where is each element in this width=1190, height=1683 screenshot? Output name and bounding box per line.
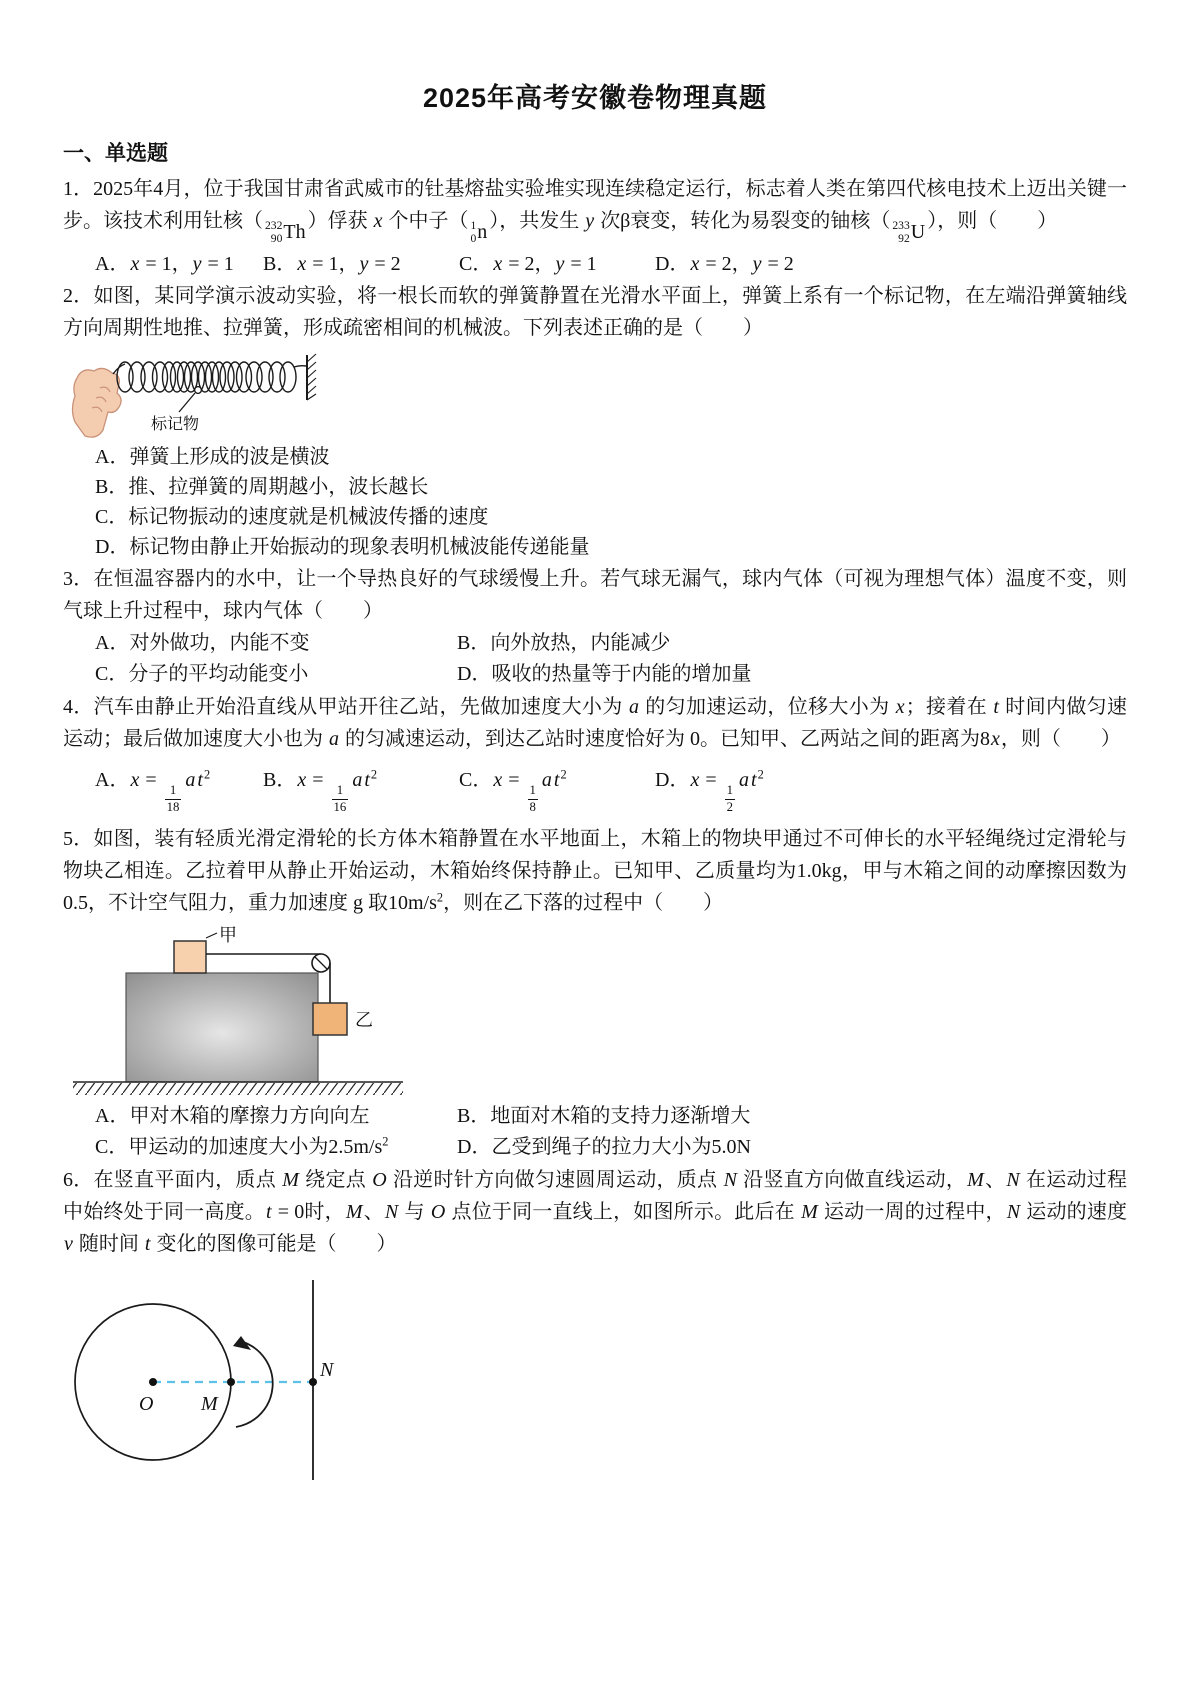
option-text	[129, 536, 589, 558]
text-segment: = 0时，	[272, 1200, 345, 1223]
text-segment: N	[723, 1168, 737, 1191]
text-segment: ，则在乙下落的过程中（ ）	[443, 891, 724, 914]
text-segment: 吸收的热量等于内能的增加量	[491, 662, 752, 685]
block-jia-leader	[206, 933, 217, 938]
text-segment: = 1	[565, 252, 597, 275]
option-label: B．	[457, 631, 491, 654]
text-segment: ）俘获	[307, 210, 373, 232]
text-segment: 对外做功，内能不变	[129, 631, 310, 654]
page-title: 2025年高考安徽卷物理真题	[422, 83, 768, 113]
spring-coils	[113, 362, 306, 392]
option-text	[490, 632, 670, 654]
option-text	[129, 1105, 369, 1127]
text-segment: y	[555, 252, 565, 275]
text-segment: y	[359, 252, 369, 275]
figure-circular-motion	[63, 1272, 1127, 1487]
spring-right-end	[294, 366, 306, 367]
option-label: C．	[459, 252, 493, 275]
text-segment: ，则（ ）	[1000, 727, 1121, 750]
text-segment: =	[140, 768, 162, 791]
text-segment: =	[503, 768, 525, 791]
text-segment: =	[700, 768, 722, 791]
text-segment: 标记物由静止开始振动的现象表明机械波能传递能量	[129, 535, 590, 558]
text-segment: 2．如图，某同学演示波动实验，将一根长而软的弹簧静置在光滑水平面上，弹簧上系有一个标记物，在左端沿弹簧轴线方向周期性地推、拉弹簧，形成疏密相间的机械波。下列表述正确的是（ ）	[63, 284, 1127, 339]
center-dot-o	[149, 1378, 157, 1386]
option-label: D．	[457, 1135, 492, 1158]
option-label: A．	[95, 445, 130, 468]
nuclide-notation: 232 90 Th	[265, 219, 306, 245]
option-text	[296, 253, 400, 275]
text-segment: y	[192, 252, 202, 275]
text-segment: t	[197, 768, 203, 791]
text-segment: 的匀减速运动，到达乙站时速度恰好为 0。已知甲、乙两站之间的距离为8	[340, 727, 990, 750]
question-3-stem	[63, 563, 1127, 627]
ground-hatching	[73, 1083, 403, 1095]
marker-dot	[195, 387, 202, 394]
option-label: B．	[457, 1104, 491, 1127]
text-segment: 沿竖直方向做直线运动，	[737, 1168, 967, 1191]
option-2b	[95, 472, 1127, 502]
text-segment: 向外放热，内能减少	[490, 631, 671, 654]
option-text	[296, 767, 378, 814]
option-label: A．	[95, 631, 130, 654]
text-segment: 4．汽车由静止开始沿直线从甲站开往乙站，先做加速度大小为	[63, 695, 628, 718]
option-4d	[655, 764, 764, 816]
option-4c	[459, 764, 655, 816]
text-segment: t	[553, 768, 560, 791]
text-segment: 乙受到绳子的拉力大小为5.0N	[491, 1135, 751, 1158]
text-segment: 2	[382, 1133, 389, 1148]
question-5-options	[63, 1101, 1127, 1163]
text-segment: x	[895, 695, 905, 718]
question-2-stem	[63, 280, 1127, 344]
option-label: C．	[95, 662, 129, 685]
label-n: N	[320, 1358, 334, 1381]
text-segment: x	[297, 252, 307, 275]
option-text	[129, 253, 233, 275]
option-text	[491, 1136, 750, 1158]
text-segment: 个中子（	[383, 210, 469, 232]
text-segment: 甲对木箱的摩擦力方向向左	[129, 1104, 370, 1127]
option-label: C．	[459, 768, 493, 791]
option-text	[128, 1133, 389, 1158]
text-segment: 在运动过程中始终处于同一高度。	[63, 1168, 1128, 1223]
text-segment: ），则（ ）	[927, 210, 1058, 232]
text-segment: = 2，	[700, 252, 752, 275]
text-segment: =	[307, 768, 329, 791]
text-segment: M	[801, 1200, 818, 1223]
text-segment: 弹簧上形成的波是横波	[129, 445, 330, 468]
text-segment: N	[1006, 1200, 1021, 1223]
text-segment: x	[373, 210, 383, 232]
text-segment: t	[364, 768, 370, 791]
text-segment: a	[541, 768, 552, 791]
text-segment: a	[329, 727, 339, 750]
option-label: C．	[95, 505, 129, 528]
text-segment: 2	[203, 767, 211, 782]
option-5a	[95, 1101, 457, 1132]
option-3b	[457, 628, 1127, 659]
nuclide-notation: 233 92 U	[892, 219, 926, 245]
rotation-arrowhead	[233, 1336, 251, 1350]
text-segment: 随时间	[73, 1232, 144, 1255]
text-segment: 2	[370, 767, 378, 782]
option-4b	[263, 764, 459, 816]
option-5d	[457, 1132, 1127, 1163]
block-jia-label: 甲	[219, 924, 237, 945]
option-3c	[95, 659, 457, 690]
question-3-options	[63, 628, 1127, 690]
option-label: B．	[95, 475, 129, 498]
option-3d	[457, 659, 1127, 690]
fraction: $\frac{1}{18}$	[166, 782, 180, 814]
option-text	[490, 1105, 750, 1127]
option-1b	[263, 248, 459, 280]
block-yi-label: 乙	[355, 1009, 373, 1030]
crate-figure-svg	[69, 925, 409, 1097]
marker-label: 标记物	[151, 415, 200, 433]
option-label: D．	[95, 535, 130, 558]
text-segment: x	[297, 768, 307, 791]
text-segment: x	[690, 768, 700, 791]
text-segment: 标记物振动的速度就是机械波传播的速度	[128, 505, 489, 528]
question-6-stem	[63, 1164, 1127, 1260]
option-text	[128, 476, 428, 498]
text-segment: 2	[436, 889, 444, 904]
text-segment: x	[690, 252, 700, 275]
wall	[307, 354, 316, 400]
option-1d	[655, 248, 794, 280]
option-text	[129, 767, 211, 814]
text-segment: a	[739, 768, 750, 791]
block-jia	[174, 941, 206, 973]
text-segment: O	[430, 1200, 446, 1223]
spring-figure-svg	[67, 350, 342, 438]
text-segment: = 2	[762, 252, 794, 275]
text-segment: = 2，	[503, 252, 555, 275]
text-segment: 2	[757, 767, 764, 782]
option-5c	[95, 1132, 457, 1163]
option-label: D．	[655, 252, 690, 275]
text-segment: O	[372, 1168, 387, 1191]
text-segment: M	[282, 1168, 299, 1191]
text-segment: ），共发生	[489, 210, 585, 232]
text-segment: t	[751, 768, 757, 791]
block-yi	[313, 1003, 347, 1035]
text-segment: = 1	[202, 252, 234, 275]
option-text	[129, 632, 309, 654]
figure-crate-pulley	[69, 925, 1127, 1097]
particle-m-dot	[227, 1378, 235, 1386]
text-segment: x	[493, 252, 503, 275]
text-segment: M	[345, 1200, 363, 1223]
question-4-options	[63, 764, 1127, 816]
option-text	[129, 446, 329, 468]
option-text	[491, 663, 751, 685]
figure-spring-wave	[67, 350, 1127, 438]
text-segment: ；接着在	[905, 695, 993, 718]
text-segment: y	[585, 210, 595, 232]
text-segment: 运动一周的过程中，	[818, 1200, 1006, 1223]
fraction: $\frac{1}{16}$	[333, 782, 347, 814]
text-segment: 沿逆时针方向做匀速圆周运动，质点	[387, 1168, 723, 1191]
option-text	[689, 253, 793, 275]
text-segment: 6．在竖直平面内，质点	[63, 1168, 282, 1191]
question-1-stem	[63, 173, 1127, 248]
text-segment: N	[384, 1200, 399, 1223]
text-segment: t	[993, 695, 999, 718]
question-2-options	[63, 442, 1127, 562]
label-o: O	[139, 1392, 154, 1415]
option-4a	[95, 764, 263, 816]
text-segment: M	[967, 1168, 984, 1191]
label-m: M	[201, 1392, 218, 1415]
option-2c	[95, 502, 1127, 532]
option-3a	[95, 628, 457, 659]
option-label: B．	[263, 768, 297, 791]
text-segment: = 2	[369, 252, 401, 275]
option-2a	[95, 442, 1127, 472]
text-segment: 2	[560, 767, 567, 782]
text-segment: a	[628, 695, 639, 718]
spring-left-end	[113, 364, 125, 374]
option-text	[492, 253, 596, 275]
option-label: A．	[95, 252, 130, 275]
text-segment: t	[144, 1232, 151, 1255]
fraction: $\frac{1}{8}$	[529, 782, 536, 814]
text-segment: N	[1006, 1168, 1020, 1191]
text-segment: a	[185, 768, 196, 791]
text-segment: 与	[399, 1200, 430, 1223]
text-segment: x	[493, 768, 503, 791]
text-segment: = 1，	[307, 252, 359, 275]
text-segment: 1．2025年4月，位于我国甘肃省武威市的钍基熔盐实验堆实现连续稳定运行，标志着人类在第四代核电技术上迈出关键一步。该技术利用钍核（	[63, 178, 1127, 232]
fraction: $\frac{1}{2}$	[726, 782, 734, 814]
text-segment: 甲运动的加速度大小为2.5m/s	[128, 1135, 383, 1158]
question-5-stem	[63, 823, 1127, 919]
text-segment: 次β衰变，转化为易裂变的铀核（	[595, 210, 891, 232]
particle-n-dot	[309, 1378, 317, 1386]
text-segment: 绕定点	[299, 1168, 372, 1191]
text-segment: 推、拉弹簧的周期越小，波长越长	[128, 475, 429, 498]
text-segment: v	[64, 1232, 73, 1255]
option-1c	[459, 248, 655, 280]
text-segment: x	[130, 768, 140, 791]
option-1a	[95, 248, 263, 280]
text-segment: 时间内做匀速运动；最后做加速度大小也为	[63, 695, 1128, 750]
option-text	[128, 663, 308, 685]
text-segment: a	[352, 768, 363, 791]
text-segment: x	[991, 727, 1000, 750]
text-segment: t	[265, 1200, 272, 1223]
text-segment: 的匀加速运动，位移大小为	[639, 695, 895, 718]
option-label: A．	[95, 1104, 130, 1127]
option-label: B．	[263, 252, 297, 275]
text-segment: 地面对木箱的支持力逐渐增大	[490, 1104, 751, 1127]
text-segment: 、	[984, 1168, 1006, 1191]
option-label: D．	[457, 662, 492, 685]
nuclide-notation: 1 0 n	[470, 219, 488, 245]
text-segment: 变化的图像可能是（ ）	[151, 1232, 397, 1255]
option-text	[492, 767, 567, 814]
text-segment: 5．如图，装有轻质光滑定滑轮的长方体木箱静置在水平地面上，木箱上的物块甲通过不可伸长的水平轻绳绕过定滑轮与物块乙相连。乙拉着甲从静止开始运动，木箱始终保持静止。已知甲、乙质量均为1.0kg，甲与木箱之间的动摩擦因数为 0.5，不计空气阻力，重力加速度 g 取10m/s	[63, 827, 1127, 914]
text-segment: 3．在恒温容器内的水中，让一个导热良好的气球缓慢上升。若气球无漏气，球内气体（可视为理想气体）温度不变，则气球上升过程中，球内气体（ ）	[63, 567, 1127, 622]
text-segment: 运动的速度	[1021, 1200, 1128, 1223]
text-segment: x	[130, 252, 140, 275]
option-5b	[457, 1101, 1127, 1132]
text-segment: 分子的平均动能变小	[128, 662, 309, 685]
hand-icon	[73, 368, 122, 437]
option-text	[128, 506, 488, 528]
wooden-crate	[126, 973, 318, 1082]
text-segment: y	[752, 252, 762, 275]
text-segment: 点位于同一直线上，如图所示。此后在	[446, 1200, 801, 1223]
option-2d	[95, 532, 1127, 562]
section-heading: 一、单选题	[63, 142, 168, 165]
option-label: D．	[655, 768, 690, 791]
text-segment: = 1，	[140, 252, 192, 275]
question-1-options	[63, 248, 1127, 280]
question-4-stem	[63, 691, 1127, 755]
option-label: C．	[95, 1135, 129, 1158]
circular-motion-svg	[63, 1272, 363, 1487]
option-text	[689, 767, 764, 814]
text-segment: 、	[363, 1200, 384, 1223]
option-label: A．	[95, 768, 130, 791]
marker-leader-line	[179, 393, 195, 412]
rotation-arrow	[236, 1342, 273, 1427]
